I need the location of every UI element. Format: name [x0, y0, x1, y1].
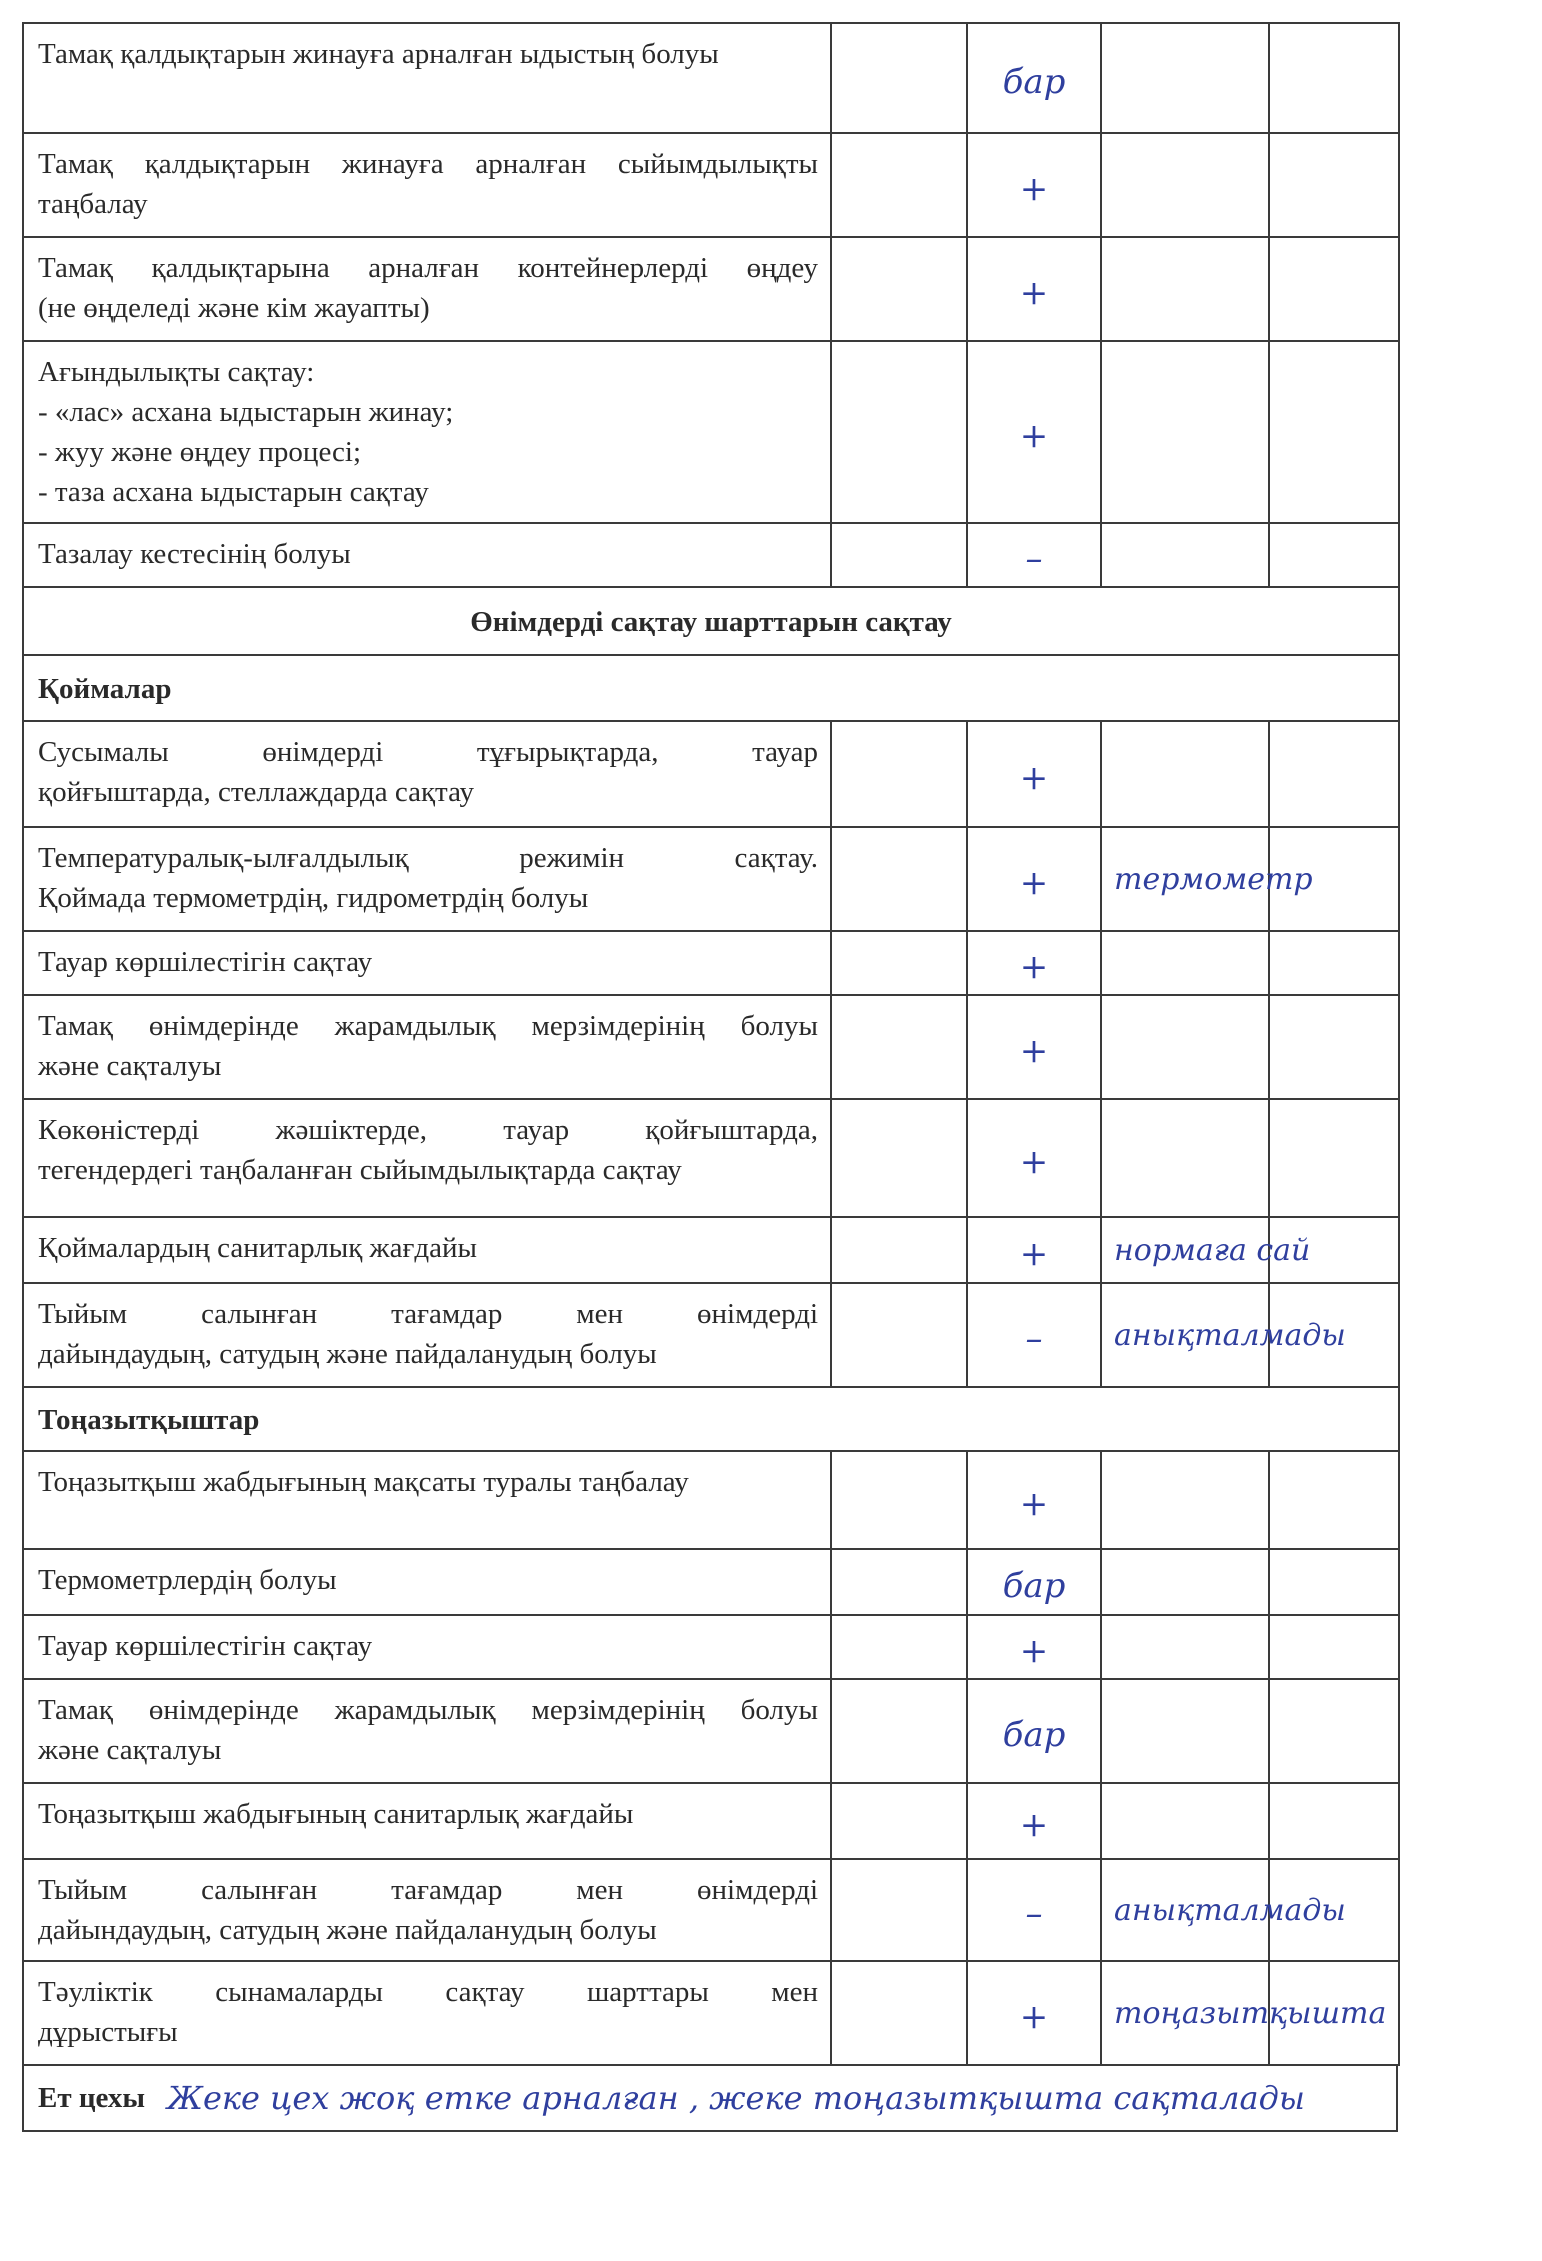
criterion-text [23, 1549, 831, 1615]
blank-cell [831, 1859, 967, 1961]
checklist-row [23, 1961, 1399, 2065]
criterion-line: дайындаудың, сатудың және пайдаланудың болуы [38, 1914, 657, 1946]
handwritten-mark: бар [967, 1549, 1101, 1615]
criterion-line: Көкөністерді жәшіктерде, тауар қойғыштарда, [38, 1114, 818, 1146]
criterion-line: Тауар көршілестігін сақтау [38, 946, 373, 978]
criterion-line: Ағындылықты сақтау: [38, 356, 315, 388]
blank-cell [1269, 523, 1399, 587]
handwritten-mark: + [967, 237, 1101, 341]
handwritten-note-cell [1101, 237, 1269, 341]
criterion-line: - жуу және өңдеу процесі; [38, 436, 362, 468]
criterion-line: Тамақ қалдықтарын жинауға арналған ыдыстың болуы [38, 38, 719, 70]
handwritten-note-cell [1101, 1615, 1269, 1679]
checklist-row [23, 1283, 1399, 1387]
blank-cell [831, 1615, 967, 1679]
blank-cell [1269, 1961, 1399, 2065]
subsection-title: Қоймалар [23, 655, 1399, 721]
criterion-line: және сақталуы [38, 1734, 222, 1766]
handwritten-note-cell [1101, 523, 1269, 587]
blank-cell [831, 721, 967, 827]
handwritten-note-cell [1101, 1679, 1269, 1783]
handwritten-note: анықталмады [1114, 1892, 1346, 1928]
handwritten-mark: + [967, 931, 1101, 995]
handwritten-note: нормаға сай [1114, 1232, 1311, 1268]
criterion-line: - «лас» асхана ыдыстарын жинау; [38, 396, 454, 428]
blank-cell [831, 1961, 967, 2065]
blank-cell [1269, 1549, 1399, 1615]
checklist-row [23, 1451, 1399, 1549]
checklist-row [23, 1217, 1399, 1283]
criterion-line: Температуралық-ылғалдылық режимін сақтау. [38, 842, 818, 874]
handwritten-mark: + [967, 1099, 1101, 1217]
handwritten-note-cell [1101, 1859, 1346, 1961]
blank-cell [1269, 931, 1399, 995]
criterion-line: Тыйым салынған тағамдар мен өнімдерді [38, 1298, 818, 1330]
blank-cell [831, 1217, 967, 1283]
criterion-line: дайындаудың, сатудың және пайдаланудың болуы [38, 1338, 657, 1370]
blank-cell [831, 995, 967, 1099]
handwritten-mark: + [967, 1961, 1101, 2065]
blank-cell [831, 133, 967, 237]
blank-cell [1269, 1217, 1399, 1283]
criterion-line: Тыйым салынған тағамдар мен өнімдерді [38, 1874, 818, 1906]
handwritten-note-cell [1101, 827, 1313, 931]
blank-cell [1269, 1679, 1399, 1783]
subsection-header-row [23, 1387, 1399, 1451]
handwritten-note: тоңазытқышта [1114, 1995, 1387, 2031]
handwritten-mark: + [967, 1783, 1101, 1859]
handwritten-mark: + [967, 721, 1101, 827]
criterion-line: дұрыстығы [38, 2016, 178, 2048]
criterion-line: Тамақ қалдықтарын жинауға арналған сыйымдылықты [38, 148, 818, 180]
handwritten-mark: – [967, 523, 1101, 587]
checklist-row [23, 995, 1399, 1099]
blank-cell [831, 341, 967, 523]
blank-cell [1269, 133, 1399, 237]
blank-cell [1269, 1099, 1399, 1217]
checklist-row [23, 931, 1399, 995]
criterion-line: Тамақ өнімдерінде жарамдылық мерзімдерінің болуы [38, 1010, 818, 1042]
criterion-text [23, 1099, 831, 1217]
criterion-line: Тоңазытқыш жабдығының санитарлық жағдайы [38, 1798, 634, 1830]
subsection-header-row [23, 655, 1399, 721]
checklist-row [23, 1859, 1399, 1961]
criterion-text [23, 1961, 831, 2065]
blank-cell [831, 1679, 967, 1783]
blank-cell [831, 1283, 967, 1387]
checklist-row [23, 523, 1399, 587]
criterion-line: тегендердегі таңбаланған сыйымдылықтарда сақтау [38, 1154, 682, 1186]
checklist-row [23, 1549, 1399, 1615]
criterion-text [23, 1859, 831, 1961]
criterion-text [23, 1615, 831, 1679]
criterion-text [23, 341, 831, 523]
blank-cell [1269, 1283, 1399, 1387]
criterion-line: таңбалау [38, 188, 148, 220]
inspection-checklist-sheet [22, 22, 1398, 2132]
checklist-row [23, 1679, 1399, 1783]
checklist-row [23, 23, 1399, 133]
handwritten-note-cell [1101, 1099, 1269, 1217]
criterion-line: Тәуліктік сынамаларды сақтау шарттары мен [38, 1976, 818, 2008]
criterion-line: - таза асхана ыдыстарын сақтау [38, 476, 429, 508]
criterion-text [23, 1217, 831, 1283]
criterion-text [23, 1783, 831, 1859]
handwritten-note-cell [1101, 341, 1269, 523]
criterion-line: Қоймада термометрдің, гидрометрдің болуы [38, 882, 589, 914]
criterion-text [23, 133, 831, 237]
handwritten-note-cell [1101, 1783, 1269, 1859]
handwritten-note-cell [1101, 1217, 1311, 1283]
checklist-row [23, 827, 1399, 931]
criterion-text [23, 23, 831, 133]
blank-cell [1269, 237, 1399, 341]
criterion-line: Қоймалардың санитарлық жағдайы [38, 1232, 477, 1264]
handwritten-mark: + [967, 1615, 1101, 1679]
meat-shop-row [22, 2066, 1398, 2132]
blank-cell [1269, 995, 1399, 1099]
criterion-text [23, 1679, 831, 1783]
blank-cell [831, 1099, 967, 1217]
meat-shop-handwritten-note: Жеке цех жоқ етке арналған , жеке тоңазытқышта сақталады [166, 2079, 1305, 2117]
blank-cell [1269, 1783, 1399, 1859]
handwritten-mark: бар [967, 23, 1101, 133]
blank-cell [831, 23, 967, 133]
criterion-line: Тазалау кестесінің болуы [38, 538, 351, 570]
blank-cell [1269, 1451, 1399, 1549]
criterion-line: Тамақ өнімдерінде жарамдылық мерзімдерінің болуы [38, 1694, 818, 1726]
criterion-line: және сақталуы [38, 1050, 222, 1082]
handwritten-mark: + [967, 133, 1101, 237]
handwritten-note: анықталмады [1114, 1317, 1346, 1353]
blank-cell [1269, 1615, 1399, 1679]
checklist-row [23, 133, 1399, 237]
section-title: Өнімдерді сақтау шарттарын сақтау [23, 587, 1399, 655]
blank-cell [1269, 827, 1399, 931]
criterion-text [23, 523, 831, 587]
handwritten-mark: – [967, 1859, 1101, 1961]
checklist-row [23, 721, 1399, 827]
handwritten-mark: бар [967, 1679, 1101, 1783]
criterion-line: Сусымалы өнімдерді тұғырықтарда, тауар [38, 736, 818, 768]
checklist-table [22, 22, 1400, 2066]
handwritten-note-cell [1101, 1961, 1387, 2065]
handwritten-note-cell [1101, 133, 1269, 237]
subsection-title: Тоңазытқыштар [23, 1387, 1399, 1451]
handwritten-note-cell [1101, 995, 1269, 1099]
section-header-row [23, 587, 1399, 655]
handwritten-mark: + [967, 995, 1101, 1099]
handwritten-note-cell [1101, 931, 1269, 995]
criterion-text [23, 827, 831, 931]
blank-cell [831, 237, 967, 341]
handwritten-note-cell [1101, 1451, 1269, 1549]
blank-cell [1269, 23, 1399, 133]
criterion-line: Тоңазытқыш жабдығының мақсаты туралы таңбалау [38, 1466, 689, 1498]
handwritten-mark: – [967, 1283, 1101, 1387]
checklist-row [23, 341, 1399, 523]
handwritten-note: термометр [1114, 861, 1313, 897]
criterion-text [23, 995, 831, 1099]
handwritten-mark: + [967, 1217, 1101, 1283]
criterion-line: (не өңделеді және кім жауапты) [38, 292, 430, 324]
criterion-text [23, 1451, 831, 1549]
blank-cell [831, 1451, 967, 1549]
criterion-line: Тамақ қалдықтарына арналған контейнерлерді өңдеу [38, 252, 818, 284]
blank-cell [1269, 341, 1399, 523]
handwritten-mark: + [967, 1451, 1101, 1549]
blank-cell [831, 523, 967, 587]
handwritten-note-cell [1101, 721, 1269, 827]
criterion-text [23, 931, 831, 995]
blank-cell [1269, 1859, 1399, 1961]
checklist-row [23, 237, 1399, 341]
handwritten-note-cell [1101, 1549, 1269, 1615]
criterion-text [23, 237, 831, 341]
meat-shop-label: Ет цехы [38, 2081, 145, 2114]
checklist-row [23, 1615, 1399, 1679]
blank-cell [831, 1783, 967, 1859]
checklist-row [23, 1099, 1399, 1217]
blank-cell [831, 1549, 967, 1615]
criterion-text [23, 721, 831, 827]
handwritten-note-cell [1101, 1283, 1346, 1387]
blank-cell [831, 931, 967, 995]
blank-cell [1269, 721, 1399, 827]
checklist-row [23, 1783, 1399, 1859]
handwritten-mark: + [967, 341, 1101, 523]
criterion-line: Тауар көршілестігін сақтау [38, 1630, 373, 1662]
criterion-text [23, 1283, 831, 1387]
handwritten-note-cell [1101, 23, 1269, 133]
criterion-line: Термометрлердің болуы [38, 1564, 337, 1596]
criterion-line: қойғыштарда, стеллаждарда сақтау [38, 776, 474, 808]
handwritten-mark: + [967, 827, 1101, 931]
blank-cell [831, 827, 967, 931]
